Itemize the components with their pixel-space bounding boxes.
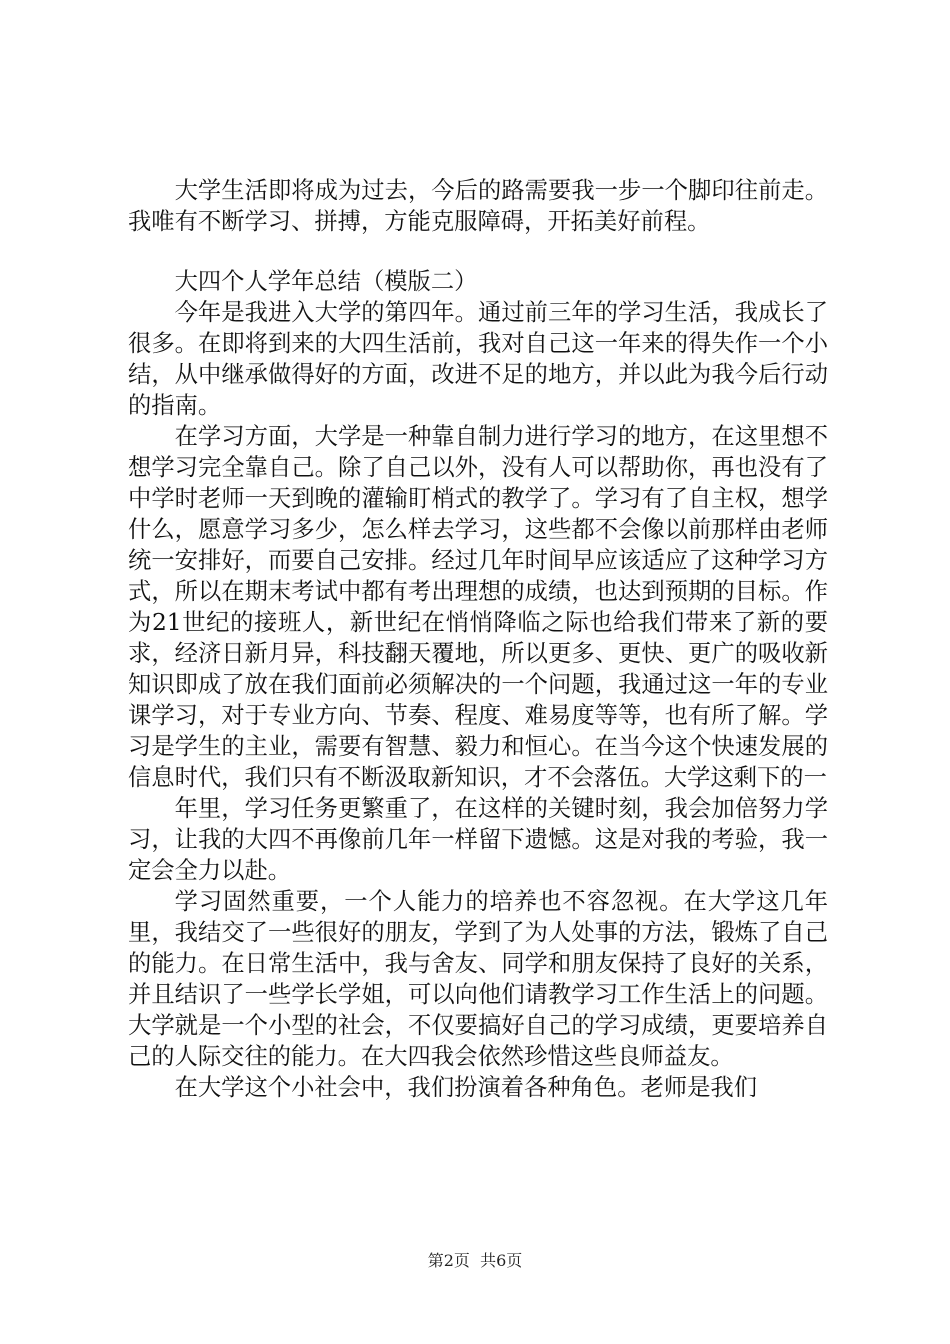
paragraph-1: 今年是我进入大学的第四年。通过前三年的学习生活，我成长了很多。在即将到来的大四生活前，我对自己这一年来的得失作一个小结，从中继承做得好的方面，改进不足的地方，并以此为我今后行动的指南。	[128, 299, 828, 419]
paragraph-5: 在大学这个小社会中，我们扮演着各种角色。老师是我们	[174, 1074, 758, 1101]
document-body	[128, 175, 828, 1103]
page-footer	[0, 1251, 950, 1271]
paragraph-4: 学习固然重要，一个人能力的培养也不容忽视。在大学这几年里，我结交了一些很好的朋友，学到了为人处事的方法，锻炼了自己的能力。在日常生活中，我与舍友、同学和朋友保持了良好的关系，并且结识了一些学长学姐，可以向他们请教学习工作生活上的问题。大学就是一个小型的社会，不仅要搞好自己的学习成绩，更要培养自己的人际交往的能力。在大四我会依然珍惜这些良师益友。	[128, 888, 828, 1070]
intro-paragraph: 大学生活即将成为过去，今后的路需要我一步一个脚印往前走。我唯有不断学习、拼搏，方能克服障碍，开拓美好前程。	[128, 177, 828, 235]
paragraph-2: 在学习方面，大学是一种靠自制力进行学习的地方，在这里想不想学习完全靠自己。除了自己以外，没有人可以帮助你，再也没有了中学时老师一天到晚的灌输盯梢式的教学了。学习有了自主权，想学什么，愿意学习多少，怎么样去学习，这些都不会像以前那样由老师统一安排好，而要自己安排。经过几年时间早应该适应了这种学习方式，所以在期末考试中都有考出理想的成绩，也达到预期的目标。作为21世纪的接班人，新世纪在悄悄降临之际也给我们带来了新的要求，经济日新月异，科技翻天覆地，所以更多、更快、更广的吸收新知识即成了放在我们面前必须解决的一个问题，我通过这一年的专业课学习，对于专业方向、节奏、程度、难易度等等，也有所了解。学习是学生的主业，需要有智慧、毅力和恒心。在当今这个快速发展的信息时代，我们只有不断汲取新知识，才不会落伍。大学这剩下的一	[128, 423, 828, 791]
section-title: 大四个人学年总结（模版二）	[174, 268, 478, 295]
page-number-label: 第2页 共6页	[427, 1251, 523, 1270]
paragraph-gap	[128, 237, 828, 266]
paragraph-3: 年里，学习任务更繁重了，在这样的关键时刻，我会加倍努力学习，让我的大四不再像前几年一样留下遗憾。这是对我的考验，我一定会全力以赴。	[128, 795, 828, 884]
